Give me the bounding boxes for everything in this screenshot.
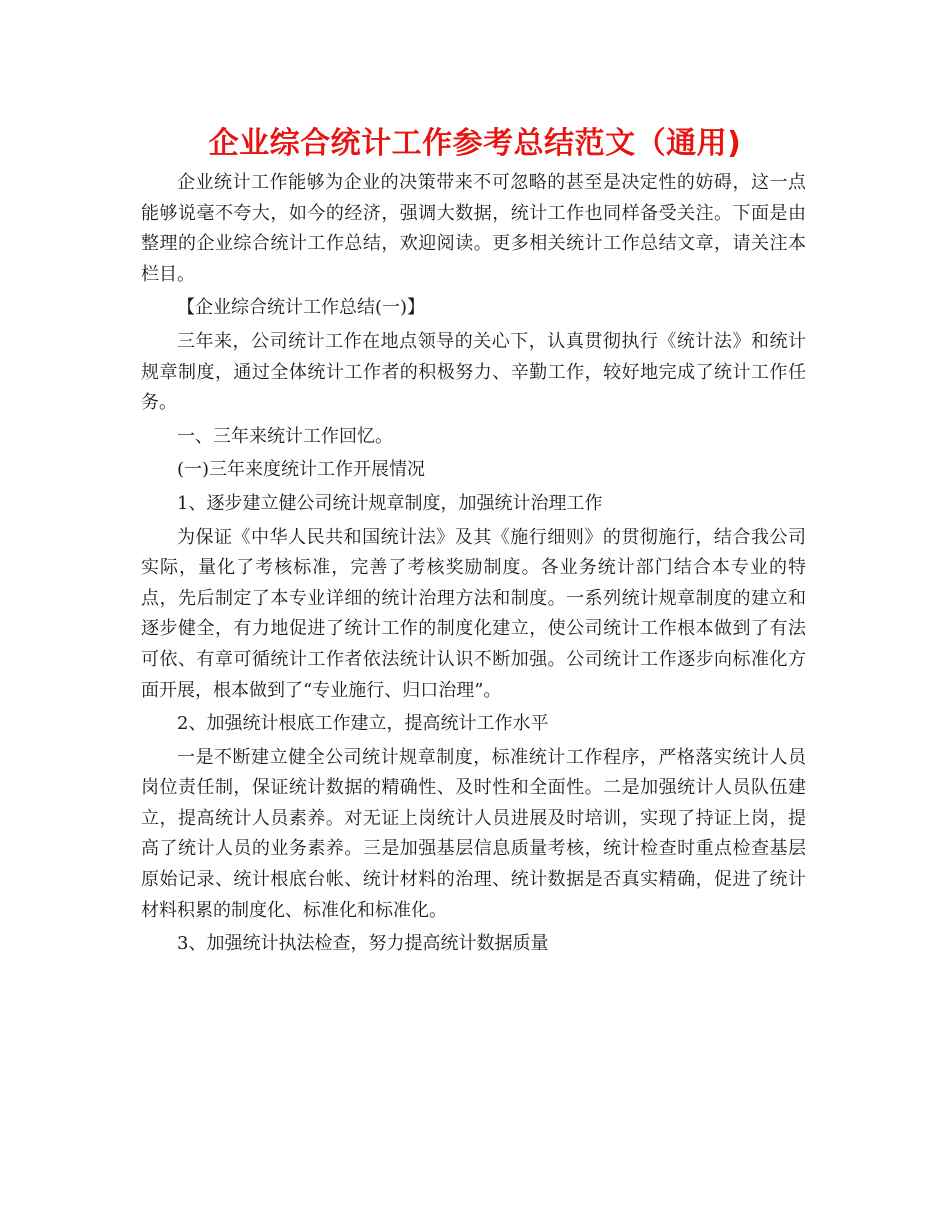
item-heading-2: 2、加强统计根底工作建立，提高统计工作水平 bbox=[177, 713, 549, 735]
item-heading-1: 1、逐步建立健公司统计规章制度，加强统计治理工作 bbox=[177, 492, 603, 514]
item-heading-3: 3、加强统计执法检查，努力提高统计数据质量 bbox=[177, 933, 549, 955]
section-heading-review: 一、三年来统计工作回忆。 bbox=[177, 425, 393, 447]
summary-paragraph: 三年来，公司统计工作在地点领导的关心下，认真贯彻执行《统计法》和统计规章制度，通过全体统计工作者的积极努力、辛勤工作，较好地完成了统计工作任务。 bbox=[141, 330, 806, 414]
section-heading-summary-one: 【企业综合统计工作总结(一)】 bbox=[177, 297, 426, 319]
item-paragraph-1: 为保证《中华人民共和国统计法》及其《施行细则》的贯彻施行，结合我公司实际，量化了考核标准，完善了考核奖励制度。各业务统计部门结合本专业的特点，先后制定了本专业详细的统计治理方法和制度。一系列统计规章制度的建立和逐步健全，有力地促进了统计工作的制度化建立，使公司统计工作根本做到了有法可依、有章可循统计工作者依法统计认识不断加强。公司统计工作逐步向标准化方面开展，根本做到了“专业施行、归口治理”。 bbox=[141, 526, 806, 701]
document-title: 企业综合统计工作参考总结范文（通用) bbox=[208, 126, 742, 161]
intro-paragraph: 企业统计工作能够为企业的决策带来不可忽略的甚至是决定性的妨碍，这一点能够说毫不夸大，如今的经济，强调大数据，统计工作也同样备受关注。下面是由整理的企业综合统计工作总结，欢迎阅读。更多相关统计工作总结文章，请关注本栏目。 bbox=[141, 172, 806, 285]
item-paragraph-2: 一是不断建立健全公司统计规章制度，标准统计工作程序，严格落实统计人员岗位责任制，保证统计数据的精确性、及时性和全面性。二是加强统计人员队伍建立，提高统计人员素养。对无证上岗统计人员进展及时培训，实现了持证上岗，提高了统计人员的业务素养。三是加强基层信息质量考核，统计检查时重点检查基层原始记录、统计根底台帐、统计材料的治理、统计数据是否真实精确，促进了统计材料积累的制度化、标准化和标准化。 bbox=[141, 746, 806, 921]
document-body bbox=[141, 168, 806, 960]
subsection-heading-progress: (一)三年来度统计工作开展情况 bbox=[177, 459, 426, 481]
